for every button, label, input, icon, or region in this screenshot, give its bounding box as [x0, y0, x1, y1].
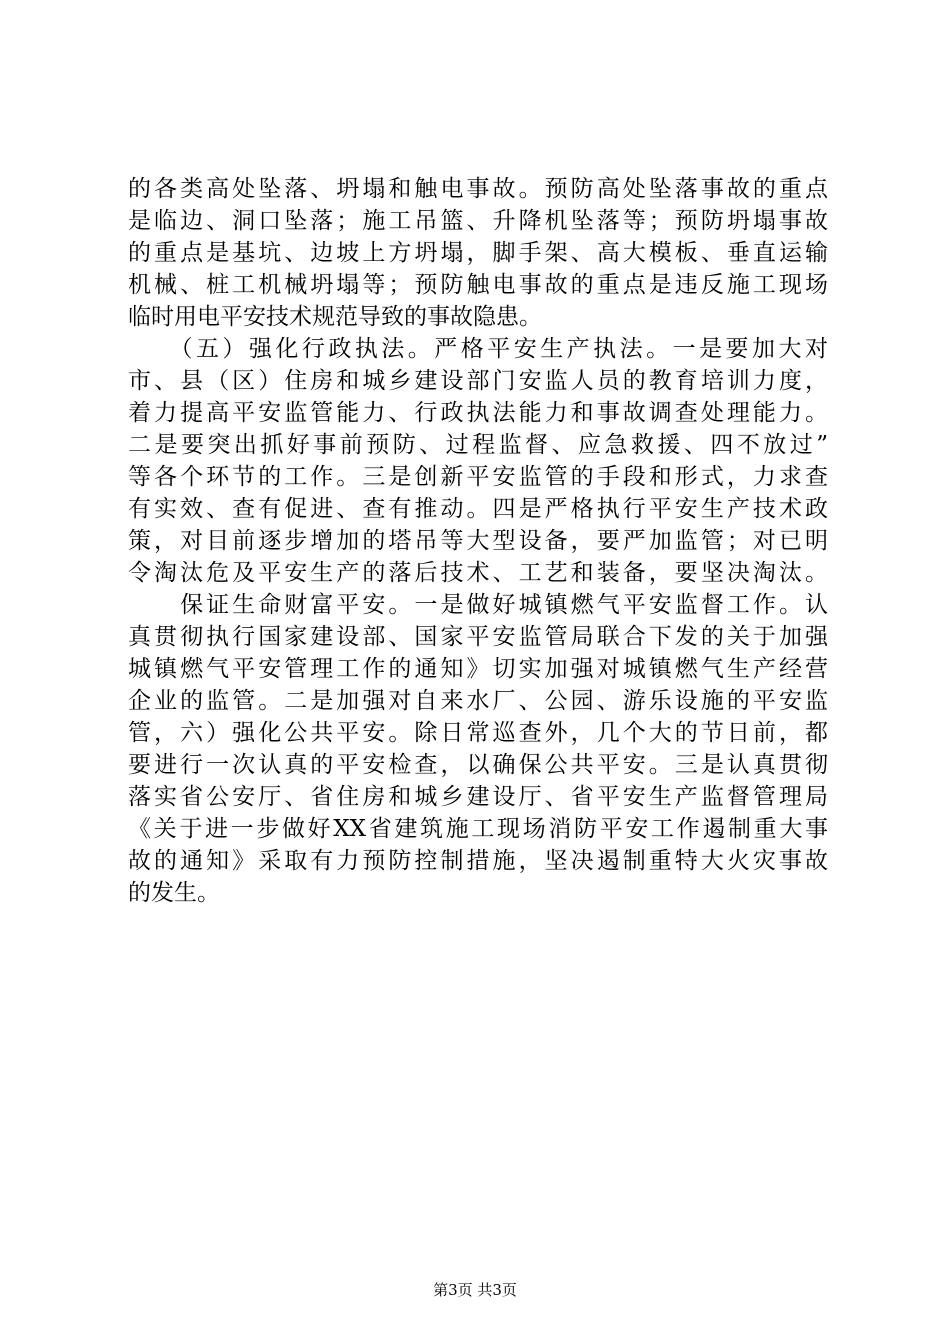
- text-line: 故的通知》采取有力预防控制措施，坚决遏制重特大火灾事故: [128, 848, 828, 874]
- text-line: 二是要突出抓好事前预防、过程监督、应急救援、四不放过”: [128, 432, 828, 458]
- text-line: 企业的监管。二是加强对自来水厂、公园、游乐设施的平安监: [128, 688, 828, 714]
- text-line: 着力提高平安监管能力、行政执法能力和事故调查处理能力。: [128, 400, 828, 426]
- text-line: 保证生命财富平安。一是做好城镇燃气平安监督工作。认: [128, 592, 828, 618]
- page-number-footer: 第3页 共3页: [433, 1281, 517, 1299]
- text-line: 令淘汰危及平安生产的落后技术、工艺和装备，要坚决淘汰。: [128, 560, 828, 586]
- text-line: 机械、桩工机械坍塌等；预防触电事故的重点是违反施工现场: [128, 272, 828, 298]
- text-line: 落实省公安厅、省住房和城乡建设厅、省平安生产监督管理局: [128, 784, 828, 810]
- text-line: 管，六）强化公共平安。除日常巡查外，几个大的节日前，都: [128, 720, 828, 746]
- text-line: （五）强化行政执法。严格平安生产执法。一是要加大对: [128, 336, 828, 362]
- text-line: 的发生。: [128, 880, 220, 906]
- text-line: 策，对目前逐步增加的塔吊等大型设备，要严加监管；对已明: [128, 528, 828, 554]
- text-line: 临时用电平安技术规范导致的事故隐患。: [128, 304, 542, 330]
- text-line: 要进行一次认真的平安检查，以确保公共平安。三是认真贯彻: [128, 752, 828, 778]
- text-line: 真贯彻执行国家建设部、国家平安监管局联合下发的关于加强: [128, 624, 828, 650]
- text-line: 城镇燃气平安管理工作的通知》切实加强对城镇燃气生产经营: [128, 656, 828, 682]
- body-text: [128, 173, 828, 909]
- text-line: 《关于进一步做好XX省建筑施工现场消防平安工作遏制重大事: [128, 816, 828, 842]
- text-line: 有实效、查有促进、查有推动。四是严格执行平安生产技术政: [128, 496, 828, 522]
- text-line: 市、县（区）住房和城乡建设部门安监人员的教育培训力度，: [128, 368, 828, 394]
- text-line: 的重点是基坑、边坡上方坍塌，脚手架、高大模板、垂直运输: [128, 240, 828, 266]
- text-line: 是临边、洞口坠落；施工吊篮、升降机坠落等；预防坍塌事故: [128, 208, 828, 234]
- text-line: 等各个环节的工作。三是创新平安监管的手段和形式，力求查: [128, 464, 828, 490]
- text-line: 的各类高处坠落、坍塌和触电事故。预防高处坠落事故的重点: [128, 176, 828, 202]
